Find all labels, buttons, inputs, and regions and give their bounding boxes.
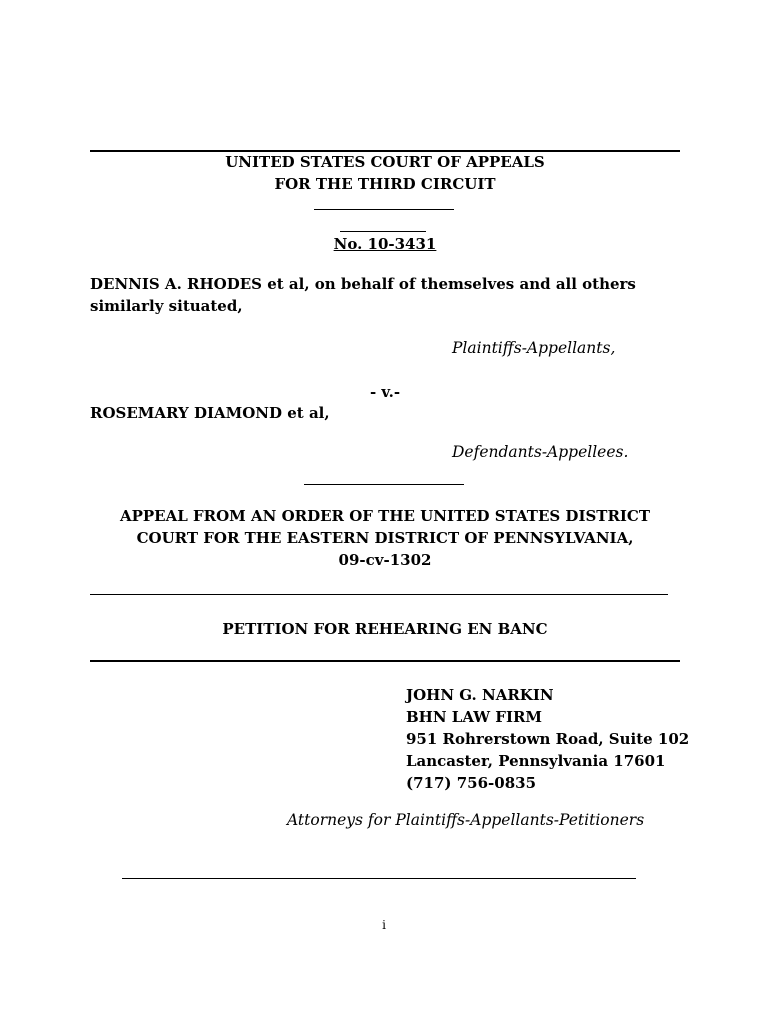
attorney-role: Attorneys for Plaintiffs-Appellants-Petitioners (287, 811, 645, 829)
petition-title: PETITION FOR REHEARING EN BANC (222, 620, 548, 638)
appeal-block (90, 505, 680, 571)
court-heading (90, 151, 680, 195)
petition-rule (90, 660, 680, 662)
attorney-phone: (717) 756-0835 (406, 774, 537, 792)
plaintiffs-role: Plaintiffs-Appellants, (452, 339, 616, 357)
attorney-city: Lancaster, Pennsylvania 17601 (406, 752, 666, 770)
court-name-line2: FOR THE THIRD CIRCUIT (274, 175, 496, 193)
court-underline (314, 209, 454, 210)
defendants-underline (304, 484, 464, 485)
attorney-firm: BHN LAW FIRM (406, 708, 543, 726)
attorney-street: 951 Rohrerstown Road, Suite 102 (406, 730, 690, 748)
plaintiffs-name-line2: similarly situated, (90, 297, 243, 315)
versus: - v.- (369, 383, 401, 401)
attorney-block (406, 684, 706, 794)
appeal-line1: APPEAL FROM AN ORDER OF THE UNITED STATES DISTRICT (119, 507, 651, 525)
appeal-line3: 09-cv-1302 (338, 551, 432, 569)
appeal-line2: COURT FOR THE EASTERN DISTRICT OF PENNSYLVANIA, (136, 529, 634, 547)
bottom-rule (122, 878, 636, 879)
case-number-overline (340, 231, 426, 232)
defendants-name: ROSEMARY DIAMOND et al, (90, 404, 330, 422)
attorney-name: JOHN G. NARKIN (406, 686, 554, 704)
plaintiffs-name-line1: DENNIS A. RHODES et al, on behalf of themselves and all others (90, 275, 636, 293)
plaintiffs-block (90, 273, 690, 317)
case-number (90, 233, 680, 255)
page-number: i (382, 918, 386, 932)
case-number-text: No. 10-3431 (333, 235, 437, 253)
defendants-role: Defendants-Appellees. (452, 443, 629, 461)
court-name-line1: UNITED STATES COURT OF APPEALS (225, 153, 545, 171)
appeal-rule (90, 594, 668, 595)
